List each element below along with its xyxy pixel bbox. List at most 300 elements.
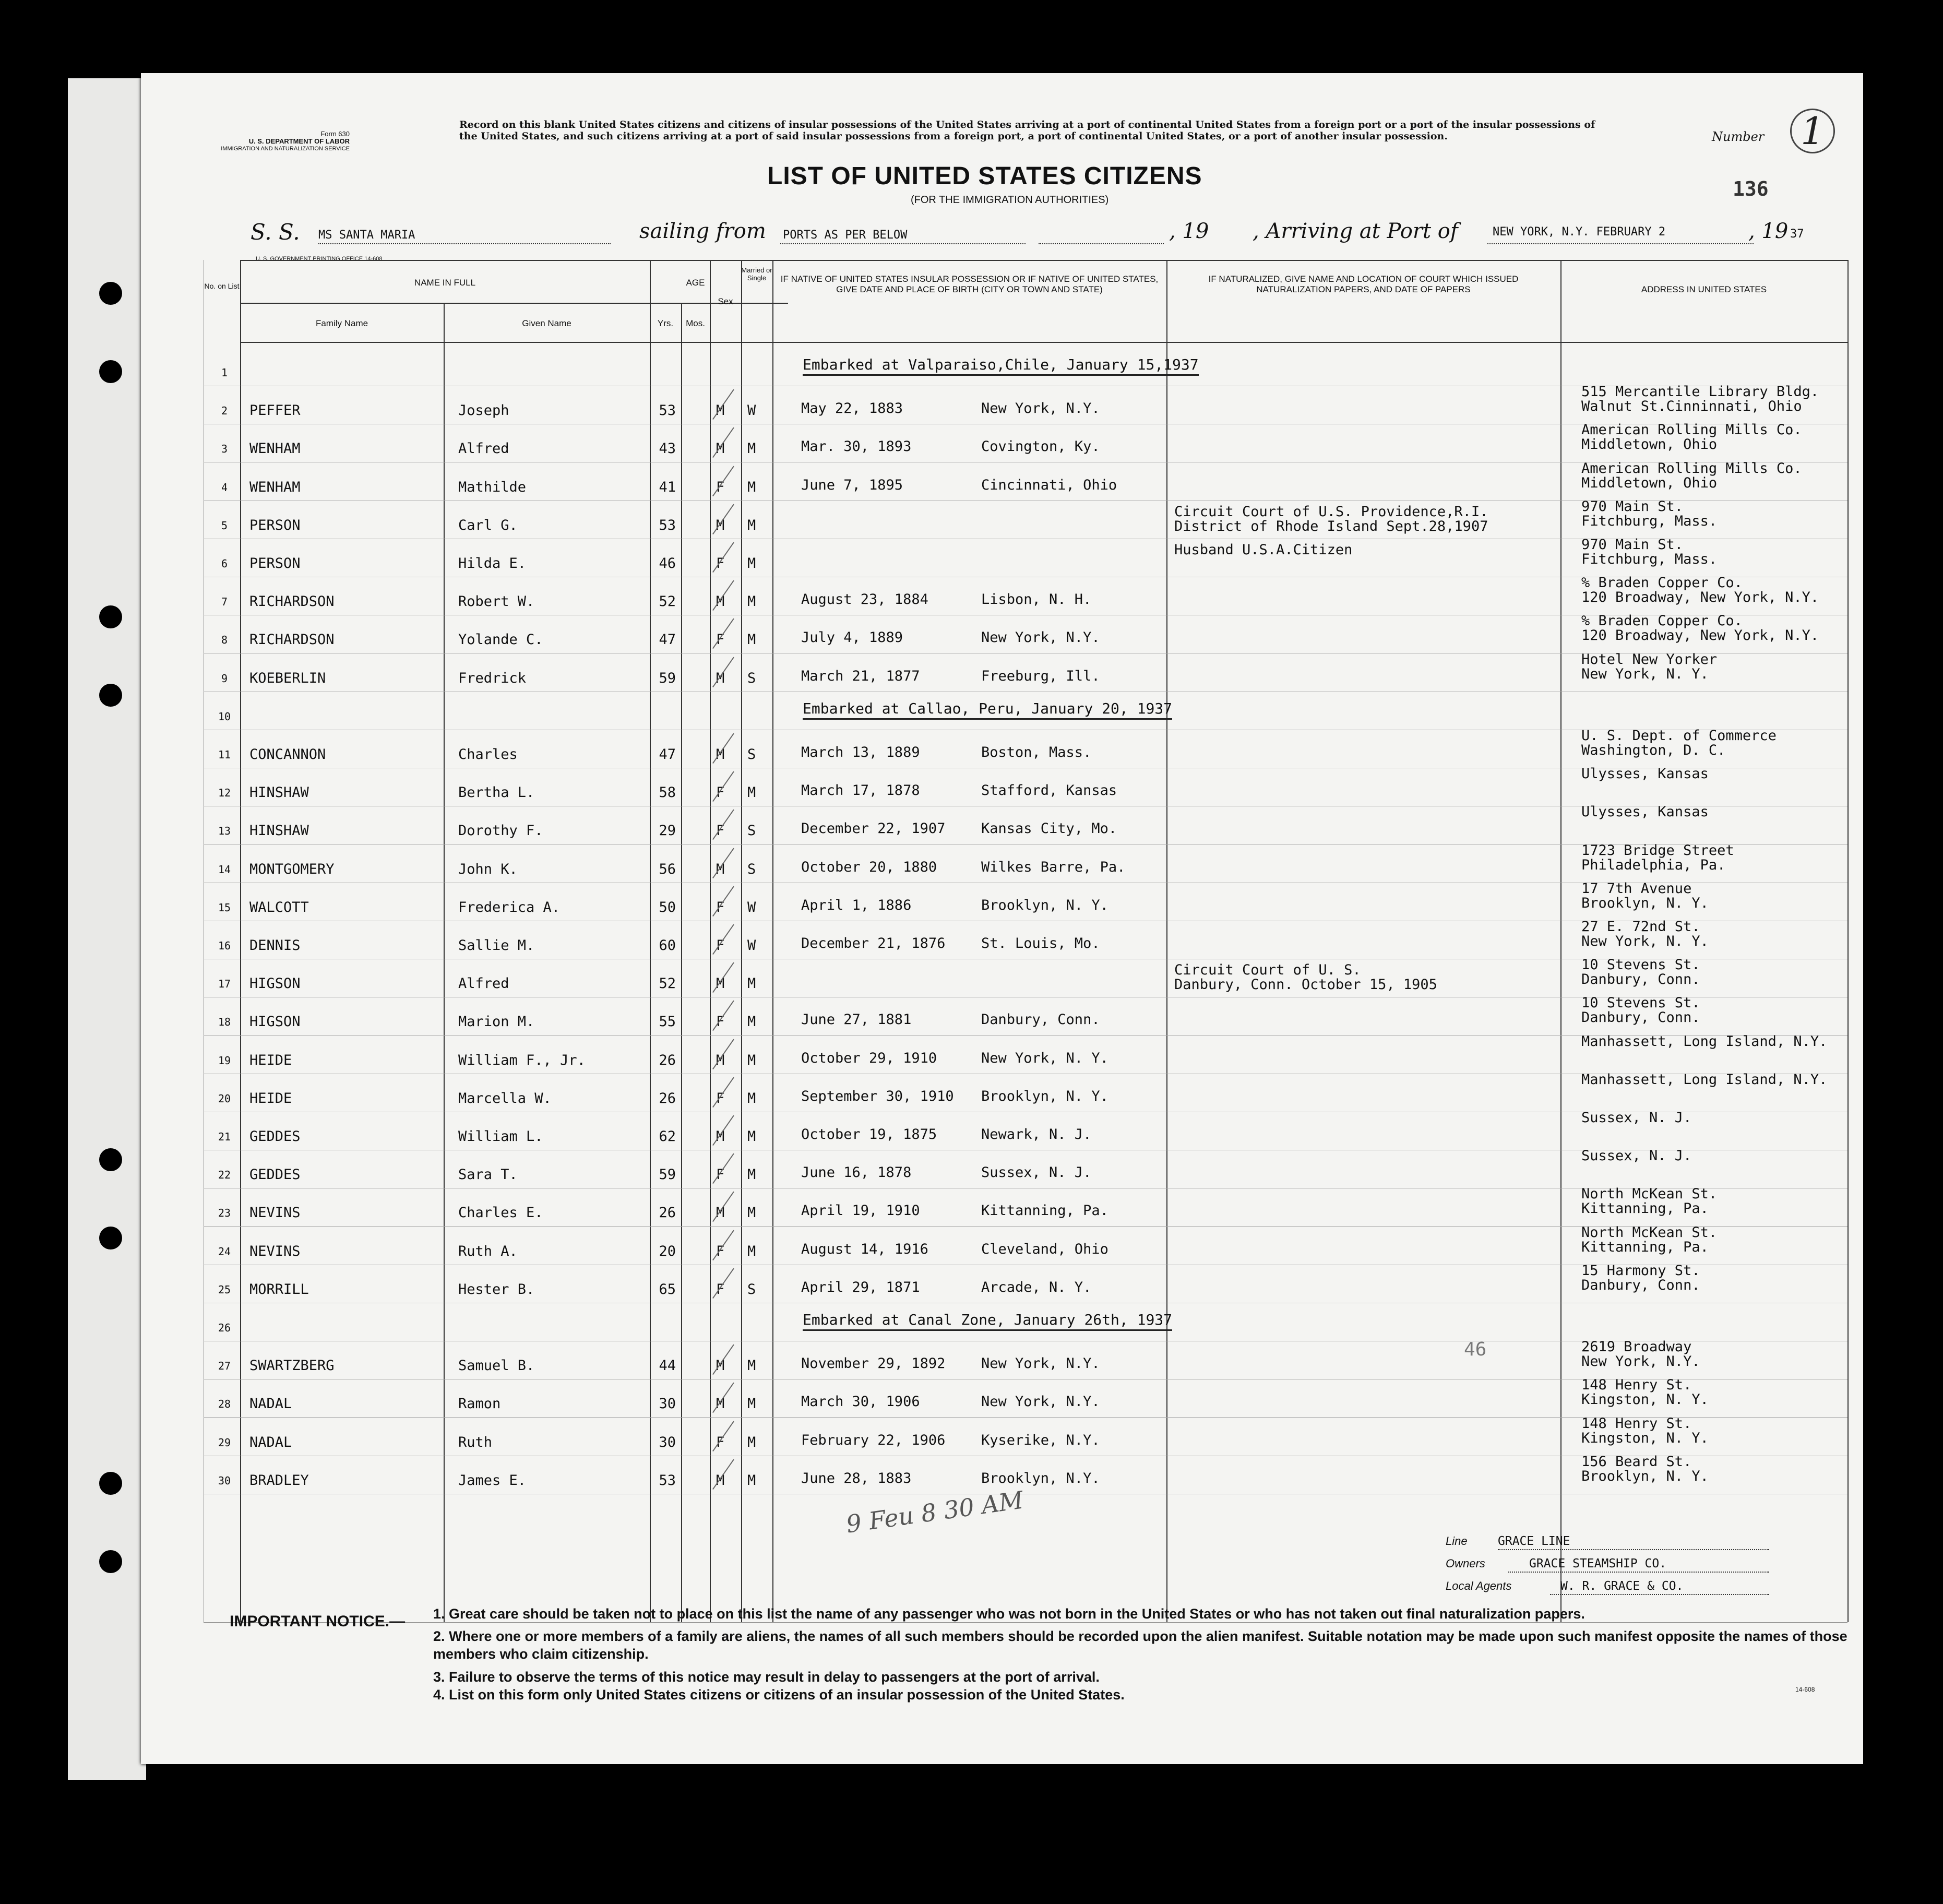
address-line-1: 10 Stevens St.: [1581, 995, 1700, 1011]
marital-status: W: [747, 937, 756, 954]
marital-status: M: [747, 784, 756, 801]
sex: F: [716, 937, 725, 954]
family-name: MORRILL: [249, 1281, 309, 1298]
ship-name: MS SANTA MARIA: [318, 229, 415, 242]
sex: M: [716, 861, 725, 877]
header-sex: Sex: [718, 296, 733, 306]
row-number: 16: [218, 939, 231, 952]
marital-status: M: [747, 1396, 756, 1412]
family-name: KOEBERLIN: [249, 670, 326, 686]
given-name: Marion M.: [458, 1014, 535, 1030]
row-number: 20: [218, 1092, 231, 1105]
address-line-1: % Braden Copper Co.: [1581, 575, 1743, 591]
notice-heading: IMPORTANT NOTICE.—: [230, 1613, 406, 1630]
family-name: GEDDES: [249, 1167, 301, 1183]
sex: M: [716, 1472, 725, 1489]
line-value: GRACE LINE: [1498, 1534, 1570, 1548]
address-line-2: Brooklyn, N. Y.: [1581, 1468, 1709, 1484]
row-number: 28: [218, 1398, 231, 1410]
sex: M: [716, 1396, 725, 1412]
service: IMMIGRATION AND NATURALIZATION SERVICE: [221, 146, 350, 152]
birth-place: Cleveland, Ohio: [981, 1241, 1108, 1257]
age-years: 44: [659, 1358, 676, 1374]
row-number: 1: [221, 366, 228, 379]
sailing-from: PORTS AS PER BELOW: [783, 229, 908, 242]
age-years: 53: [659, 517, 676, 533]
header-married-single: Married or Single: [741, 266, 772, 282]
row-number: 18: [218, 1016, 231, 1028]
row-number: 9: [221, 672, 228, 685]
given-name: Sallie M.: [458, 937, 535, 954]
owners-value: GRACE STEAMSHIP CO.: [1529, 1557, 1667, 1570]
birth-date: October 19, 1875: [801, 1126, 937, 1143]
given-name: Yolande C.: [458, 632, 543, 648]
address-line-1: Ulysses, Kansas: [1581, 766, 1709, 782]
sex: F: [716, 823, 725, 839]
birth-date: June 16, 1878: [801, 1164, 912, 1181]
marital-status: M: [747, 975, 756, 992]
marital-status: M: [747, 632, 756, 648]
header-naturalized: IF NATURALIZED, GIVE NAME AND LOCATION OF COURT WHICH ISSUED NATURALIZATION PAPERS, AND DATE OF PAPERS: [1208, 274, 1519, 294]
address-line-1: 148 Henry St.: [1581, 1377, 1692, 1393]
naturalization-court: Husband U.S.A.Citizen: [1174, 542, 1353, 558]
sex: F: [716, 1167, 725, 1183]
col-border: [741, 260, 742, 1622]
number-label: Number: [1712, 129, 1765, 144]
naturalization-court: Circuit Court of U. S.: [1174, 962, 1361, 978]
sex: M: [716, 593, 725, 610]
header-no: No. on List: [204, 282, 240, 290]
family-name: PERSON: [249, 555, 301, 572]
family-name: GEDDES: [249, 1128, 301, 1145]
age-years: 60: [659, 937, 676, 954]
given-name: William L.: [458, 1128, 543, 1145]
age-years: 50: [659, 899, 676, 915]
birth-date: October 29, 1910: [801, 1050, 937, 1066]
address-line-1: 156 Beard St.: [1581, 1454, 1692, 1470]
printing-office: U. S. GOVERNMENT PRINTING OFFICE 14-608: [256, 256, 383, 262]
row-number: 25: [218, 1283, 231, 1296]
age-years: 56: [659, 861, 676, 877]
binding-strip: [68, 78, 146, 1780]
sex: F: [716, 784, 725, 801]
family-name: RICHARDSON: [249, 593, 335, 610]
header-yrs: Yrs.: [657, 318, 674, 328]
owners-label: Owners: [1446, 1557, 1485, 1570]
page-subtitle: (FOR THE IMMIGRATION AUTHORITIES): [911, 194, 1109, 206]
header-birth: IF NATIVE OF UNITED STATES INSULAR POSSESSION OR IF NATIVE OF UNITED STATES, GIVE DATE AND PLACE OF BIRTH (CITY OR TOWN AND STATE): [780, 274, 1159, 294]
row-number: 15: [218, 901, 231, 914]
row-number: 24: [218, 1245, 231, 1258]
marital-status: M: [747, 1167, 756, 1183]
binder-hole: [99, 1550, 122, 1573]
binder-hole: [99, 360, 122, 383]
naturalization-court: Circuit Court of U.S. Providence,R.I.: [1174, 504, 1488, 520]
birth-place: New York, N.Y.: [981, 629, 1100, 646]
given-name: Hester B.: [458, 1281, 535, 1298]
address-line-2: Kittanning, Pa.: [1581, 1200, 1709, 1217]
address-line-1: American Rolling Mills Co.: [1581, 460, 1802, 477]
embarkation-note: Embarked at Callao, Peru, January 20, 1937: [803, 700, 1172, 720]
sex: F: [716, 1434, 725, 1450]
row-number: 5: [221, 519, 228, 532]
sex: F: [716, 899, 725, 915]
arriving-year-prefix: , 19: [1748, 219, 1789, 243]
row-number: 17: [218, 978, 231, 990]
family-name: HEIDE: [249, 1052, 292, 1068]
address-line-2: New York, N. Y.: [1581, 933, 1709, 949]
family-name: CONCANNON: [249, 746, 326, 763]
marital-status: M: [747, 1128, 756, 1145]
age-years: 26: [659, 1052, 676, 1068]
marital-status: M: [747, 1358, 756, 1374]
marital-status: S: [747, 746, 756, 763]
line-label: Line: [1446, 1534, 1468, 1548]
given-name: Robert W.: [458, 593, 535, 610]
birth-place: New York, N.Y.: [981, 1355, 1100, 1372]
marital-status: M: [747, 1090, 756, 1106]
address-line-1: North McKean St.: [1581, 1186, 1718, 1202]
record-instructions: Record on this blank United States citizens and citizens of insular possessions of the United States arriving at a port of continental United States from a foreign port or a port of the insular possessions of the United States, and such citizens arriving at a port of said insular possessions from a foreign port, a port of continental United States, or a port of another insular possession.: [459, 119, 1595, 142]
header-address: ADDRESS IN UNITED STATES: [1641, 284, 1767, 294]
birth-place: Danbury, Conn.: [981, 1011, 1100, 1028]
address-line-2: Philadelphia, Pa.: [1581, 857, 1726, 873]
header-age: AGE: [686, 278, 705, 288]
col-border: [1560, 260, 1561, 1622]
sex: F: [716, 1090, 725, 1106]
col-border: [1847, 260, 1849, 1622]
address-line-1: 27 E. 72nd St.: [1581, 919, 1700, 935]
address-line-1: 10 Stevens St.: [1581, 957, 1700, 973]
marital-status: S: [747, 670, 756, 686]
birth-date: February 22, 1906: [801, 1432, 946, 1448]
birth-place: Boston, Mass.: [981, 744, 1092, 760]
birth-date: June 27, 1881: [801, 1011, 912, 1028]
birth-place: Brooklyn, N.Y.: [981, 1470, 1100, 1486]
marital-status: M: [747, 479, 756, 495]
col-border: [240, 260, 241, 1622]
page-stamp: 136: [1733, 177, 1769, 200]
birth-place: Kittanning, Pa.: [981, 1203, 1108, 1219]
binder-hole: [99, 1148, 122, 1171]
birth-date: July 4, 1889: [801, 629, 903, 646]
agents-label: Local Agents: [1446, 1579, 1512, 1592]
marital-status: S: [747, 1281, 756, 1298]
birth-date: March 13, 1889: [801, 744, 920, 760]
naturalization-location: Danbury, Conn. October 15, 1905: [1174, 977, 1437, 993]
manifest-page: [141, 73, 1863, 1764]
handwritten-time: 9 Feu 8 30 AM: [844, 1485, 1026, 1539]
row-number: 8: [221, 634, 228, 646]
birth-date: April 1, 1886: [801, 897, 912, 913]
given-name: Ruth: [458, 1434, 493, 1450]
age-years: 52: [659, 593, 676, 610]
form-code: 14-608: [1795, 1686, 1815, 1693]
sex: F: [716, 479, 725, 495]
address-line-2: Fitchburg, Mass.: [1581, 513, 1718, 529]
address-line-2: Kittanning, Pa.: [1581, 1239, 1709, 1255]
address-line-1: American Rolling Mills Co.: [1581, 422, 1802, 438]
marital-status: M: [747, 441, 756, 457]
age-years: 30: [659, 1396, 676, 1412]
given-name: Ramon: [458, 1396, 501, 1412]
binder-hole: [99, 282, 122, 305]
form-number: Form 630: [320, 130, 350, 138]
birth-date: March 21, 1877: [801, 668, 920, 684]
address-line-2: Walnut St.Cinninnati, Ohio: [1581, 398, 1802, 414]
sex: M: [716, 517, 725, 533]
address-line-2: Danbury, Conn.: [1581, 1009, 1700, 1026]
row-number: 2: [221, 404, 228, 417]
address-line-1: Ulysses, Kansas: [1581, 804, 1709, 820]
marital-status: M: [747, 1243, 756, 1259]
address-line-2: New York, N.Y.: [1581, 1353, 1700, 1370]
marital-status: M: [747, 593, 756, 610]
address-line-2: Brooklyn, N. Y.: [1581, 895, 1709, 911]
age-years: 26: [659, 1090, 676, 1106]
family-name: HINSHAW: [249, 784, 309, 801]
col-border: [1166, 260, 1167, 1622]
age-years: 55: [659, 1014, 676, 1030]
row-number: 3: [221, 443, 228, 455]
birth-date: May 22, 1883: [801, 400, 903, 416]
age-years: 30: [659, 1434, 676, 1450]
address-line-1: 2619 Broadway: [1581, 1339, 1692, 1355]
address-line-2: Middletown, Ohio: [1581, 475, 1718, 491]
age-years: 26: [659, 1205, 676, 1221]
notice-item-2: 2. Where one or more members of a family are aliens, the names of all such members should be recorded upon the alien manifest. Suitable notation may be made upon such manifest opposite the names of those members who claim citizenship.: [433, 1628, 1847, 1662]
birth-place: Cincinnati, Ohio: [981, 477, 1117, 493]
row-number: 29: [218, 1436, 231, 1449]
birth-place: Kyserike, N.Y.: [981, 1432, 1100, 1448]
sex: F: [716, 555, 725, 572]
birth-place: Lisbon, N. H.: [981, 591, 1092, 608]
row-number: 23: [218, 1207, 231, 1219]
birth-place: St. Louis, Mo.: [981, 935, 1100, 951]
birth-place: Freeburg, Ill.: [981, 668, 1100, 684]
address-line-1: Sussex, N. J.: [1581, 1148, 1692, 1164]
row-number: 14: [218, 863, 231, 876]
header-given-name: Given Name: [522, 318, 571, 328]
address-line-1: U. S. Dept. of Commerce: [1581, 728, 1777, 744]
age-years: 52: [659, 975, 676, 992]
age-years: 59: [659, 1167, 676, 1183]
address-line-2: 120 Broadway, New York, N.Y.: [1581, 589, 1819, 605]
given-name: William F., Jr.: [458, 1052, 586, 1068]
sex: M: [716, 746, 725, 763]
notice-item-1: 1. Great care should be taken not to place on this list the name of any passenger who was not born in the United States or who has not taken out final naturalization papers.: [433, 1606, 1585, 1622]
birth-date: April 19, 1910: [801, 1203, 920, 1219]
family-name: SWARTZBERG: [249, 1358, 335, 1374]
address-line-1: Manhassett, Long Island, N.Y.: [1581, 1072, 1828, 1088]
birth-date: Mar. 30, 1893: [801, 438, 912, 455]
family-name: HIGSON: [249, 975, 301, 992]
birth-place: Stafford, Kansas: [981, 782, 1117, 799]
birth-date: March 30, 1906: [801, 1394, 920, 1410]
family-name: HINSHAW: [249, 823, 309, 839]
row-number: 7: [221, 596, 228, 608]
sex: M: [716, 1052, 725, 1068]
address-line-2: Fitchburg, Mass.: [1581, 551, 1718, 567]
age-years: 43: [659, 441, 676, 457]
address-line-2: Middletown, Ohio: [1581, 436, 1718, 453]
age-years: 53: [659, 402, 676, 419]
arriving-port: NEW YORK, N.Y. FEBRUARY 2: [1493, 225, 1666, 239]
row-number: 12: [218, 787, 231, 799]
binder-hole: [99, 684, 122, 707]
age-years: 47: [659, 632, 676, 648]
given-name: Alfred: [458, 975, 509, 992]
address-line-1: 1723 Bridge Street: [1581, 842, 1734, 859]
department: U. S. DEPARTMENT OF LABOR: [248, 137, 350, 145]
family-name: HEIDE: [249, 1090, 292, 1106]
address-line-1: Hotel New Yorker: [1581, 651, 1718, 668]
age-years: 47: [659, 746, 676, 763]
marital-status: S: [747, 861, 756, 877]
birth-date: October 20, 1880: [801, 859, 937, 875]
address-line-1: Manhassett, Long Island, N.Y.: [1581, 1033, 1828, 1050]
family-name: WENHAM: [249, 441, 301, 457]
given-name: Dorothy F.: [458, 823, 543, 839]
address-line-1: North McKean St.: [1581, 1224, 1718, 1241]
agents-underline: [1550, 1594, 1769, 1595]
address-line-1: 15 Harmony St.: [1581, 1263, 1700, 1279]
marital-status: M: [747, 1434, 756, 1450]
binder-hole: [99, 1472, 122, 1495]
family-name: BRADLEY: [249, 1472, 309, 1489]
address-line-1: 970 Main St.: [1581, 498, 1684, 515]
row-number: 21: [218, 1130, 231, 1143]
row-number: 4: [221, 481, 228, 494]
birth-place: Arcade, N. Y.: [981, 1279, 1092, 1295]
address-line-2: Danbury, Conn.: [1581, 1277, 1700, 1293]
given-name: Alfred: [458, 441, 509, 457]
marital-status: W: [747, 899, 756, 915]
birth-place: Kansas City, Mo.: [981, 820, 1117, 837]
address-line-2: Kingston, N. Y.: [1581, 1430, 1709, 1446]
line-underline: [1498, 1549, 1769, 1550]
family-name: NEVINS: [249, 1205, 301, 1221]
birth-date: June 28, 1883: [801, 1470, 912, 1486]
notice-item-4: 4. List on this form only United States citizens or citizens of an insular possession of the United States.: [433, 1687, 1125, 1703]
sex: M: [716, 402, 725, 419]
given-name: Marcella W.: [458, 1090, 552, 1106]
family-name: HIGSON: [249, 1014, 301, 1030]
owners-underline: [1508, 1572, 1769, 1573]
agents-value: W. R. GRACE & CO.: [1560, 1579, 1684, 1593]
row-number: 6: [221, 557, 228, 570]
birth-date: November 29, 1892: [801, 1355, 946, 1372]
marital-status: M: [747, 1052, 756, 1068]
sex: M: [716, 1128, 725, 1145]
binder-hole: [99, 1227, 122, 1250]
family-name: RICHARDSON: [249, 632, 335, 648]
binder-hole: [99, 605, 122, 628]
given-name: Fredrick: [458, 670, 527, 686]
given-name: James E.: [458, 1472, 527, 1489]
naturalization-location: District of Rhode Island Sept.28,1907: [1174, 518, 1488, 534]
given-name: Bertha L.: [458, 784, 535, 801]
notice-item-3: 3. Failure to observe the terms of this notice may result in delay to passengers at the port of arrival.: [433, 1669, 1100, 1685]
name-age-divider: [240, 303, 788, 304]
age-years: 59: [659, 670, 676, 686]
family-name: PEFFER: [249, 402, 301, 419]
family-name: NADAL: [249, 1396, 292, 1412]
given-name: Charles: [458, 746, 518, 763]
page-title: LIST OF UNITED STATES CITIZENS: [767, 162, 1202, 190]
age-years: 53: [659, 1472, 676, 1489]
address-line-1: Sussex, N. J.: [1581, 1110, 1692, 1126]
address-line-2: Washington, D. C.: [1581, 742, 1726, 758]
sex: M: [716, 670, 725, 686]
header-bottom-border: [240, 342, 1847, 343]
family-name: PERSON: [249, 517, 301, 533]
row-number: 19: [218, 1054, 231, 1067]
given-name: Hilda E.: [458, 555, 527, 572]
given-name: Carl G.: [458, 517, 518, 533]
address-line-2: Danbury, Conn.: [1581, 971, 1700, 987]
marital-status: M: [747, 517, 756, 533]
birth-place: Newark, N. J.: [981, 1126, 1092, 1143]
address-line-1: 17 7th Avenue: [1581, 880, 1692, 897]
given-name: Charles E.: [458, 1205, 543, 1221]
arriving-year: 37: [1790, 228, 1804, 241]
embarkation-note: Embarked at Valparaiso,Chile, January 15,1937: [803, 356, 1199, 376]
birth-place: New York, N.Y.: [981, 1394, 1100, 1410]
row-number: 10: [218, 710, 231, 723]
age-years: 20: [659, 1243, 676, 1259]
ss-label: S. S.: [251, 219, 300, 245]
birth-date: June 7, 1895: [801, 477, 903, 493]
sailing-label: sailing from: [639, 219, 766, 243]
sex: M: [716, 1358, 725, 1374]
age-years: 41: [659, 479, 676, 495]
row-number: 26: [218, 1322, 231, 1334]
sex: F: [716, 1014, 725, 1030]
sex: F: [716, 632, 725, 648]
table-top-border: [240, 260, 1847, 261]
year-prefix: , 19: [1169, 219, 1209, 243]
birth-date: September 30, 1910: [801, 1088, 954, 1104]
family-name: NEVINS: [249, 1243, 301, 1259]
birth-date: March 17, 1878: [801, 782, 920, 799]
given-name: Frederica A.: [458, 899, 561, 915]
marital-status: W: [747, 402, 756, 419]
embarkation-note: Embarked at Canal Zone, January 26th, 1937: [803, 1311, 1172, 1331]
given-name: Samuel B.: [458, 1358, 535, 1374]
age-years: 62: [659, 1128, 676, 1145]
birth-date: December 22, 1907: [801, 820, 946, 837]
age-years: 58: [659, 784, 676, 801]
birth-date: August 23, 1884: [801, 591, 928, 608]
address-line-2: New York, N. Y.: [1581, 666, 1709, 682]
address-line-1: 148 Henry St.: [1581, 1415, 1692, 1432]
arriving-label: , Arriving at Port of: [1253, 219, 1458, 243]
sex: M: [716, 975, 725, 992]
margin-note: 46: [1464, 1339, 1487, 1360]
address-line-2: 120 Broadway, New York, N.Y.: [1581, 627, 1819, 644]
marital-status: M: [747, 555, 756, 572]
sex: F: [716, 1281, 725, 1298]
birth-place: Sussex, N. J.: [981, 1164, 1092, 1181]
row-number: 11: [218, 748, 231, 761]
family-name: WALCOTT: [249, 899, 309, 915]
sex: M: [716, 1205, 725, 1221]
row-number: 13: [218, 825, 231, 837]
birth-date: August 14, 1916: [801, 1241, 928, 1257]
given-name: Sara T.: [458, 1167, 518, 1183]
birth-place: Brooklyn, N. Y.: [981, 1088, 1108, 1104]
